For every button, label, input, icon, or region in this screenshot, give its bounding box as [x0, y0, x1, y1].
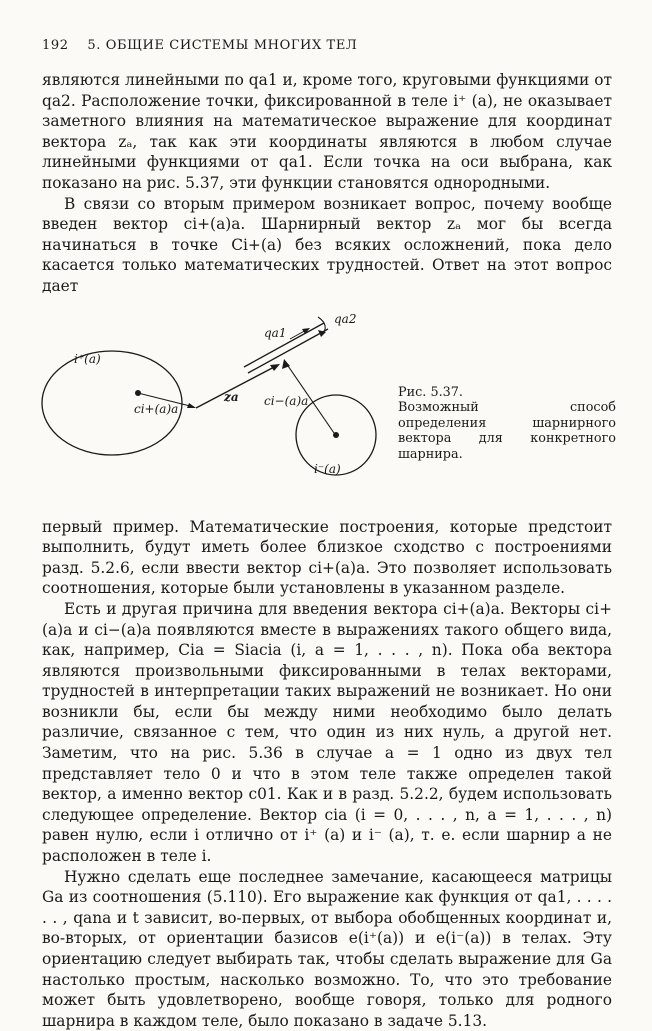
- joint-vector-diagram: [38, 313, 398, 509]
- chapter-title: 5. ОБЩИЕ СИСТЕМЫ МНОГИХ ТЕЛ: [87, 38, 358, 53]
- book-page: [42, 38, 616, 1031]
- paragraph-1: являются линейными по qa1 и, кроме того, круговыми функциями от qa2. Расположение точки, фиксированной в теле i⁺ (a), не оказывает заметного влияния на математическое выражение для координат вектора zₐ, так как эти координаты являются в любом случае линейными функциями от qa1. Если точка на оси выбрана, как показано на рис. 5.37, эти функции становятся однородными.: [42, 71, 612, 192]
- label-q-a1: qa1: [264, 325, 287, 340]
- label-body-plus: i⁺(a): [74, 351, 101, 366]
- label-vector-c-minus: ci−(a)a: [264, 393, 309, 408]
- figure-caption: [398, 385, 616, 463]
- running-header: [42, 38, 612, 58]
- vector-z-arrowhead: [270, 364, 280, 371]
- label-q-a2: qa2: [334, 312, 357, 326]
- paragraph-4: Есть и другая причина для введения вектора ci+(a)a. Векторы ci+(a)a и ci−(a)a появляются вместе в выражениях такого общего вида, как, например, Cia = Siacia (i, a = 1, . . . , n). Пока оба вектора являются произвольными фиксированными в телах векторами, трудностей в интерпретации таких выражений не возникает. Но они возникли бы, если бы между ними необходимо было делать различие, связанное с тем, что один из них нуль, а другой нет. Заметим, что на рис. 5.36 в случае a = 1 одно из двух тел представляет тело 0 и что в этом теле также определен такой вектор, а именно вектор c01. Как и в разд. 5.2.2, будем использовать следующее определение. Вектор cia (i = 0, . . . , n, a = 1, . . . , n) равен нулю, если i отлично от i⁺ (a) и i⁻ (a), т. е. если шарнир a не расположен в теле i.: [42, 599, 612, 866]
- figure-5-37: [42, 312, 616, 509]
- paragraph-5: Нужно сделать еще последнее замечание, касающееся матрицы Ga из соотношения (5.110). Его выражение как функция от qa1, . . . . . . , qana и t зависит, во-первых, от выбора обобщенных координат и, во-вторых, от ориентации базисов e(i⁺(a)) и e(i⁻(a)) в телах. Эту ориентацию следует выбирать так, чтобы сделать выражение для Ga настолько простым, насколько возможно. То, что это требование может быть удовлетворено, вообще говоря, только для родного шарнира в каждом теле, было показано в задаче 5.13.: [42, 867, 612, 1030]
- paragraph-3: первый пример. Математические построения, которые предстоит выполнить, будут иметь более близкое сходство с построениями разд. 5.2.6, если ввести вектор ci+(a)a. Это позволяет использовать соотношения, которые были установлены в указанном разделе.: [42, 517, 612, 598]
- caption-number: Рис. 5.37.: [398, 384, 464, 400]
- label-vector-c-plus: ci+(a)a: [134, 401, 179, 416]
- paragraph-2: В связи со вторым примером возникает вопрос, почему вообще введен вектор ci+(a)a. Шарнирный вектор zₐ мог бы всегда начинаться в точке Ci+(a) без всяких осложнений, пока дело касается только математических трудностей. Ответ на этот вопрос дает: [42, 194, 612, 295]
- label-body-minus: i⁻(a): [314, 461, 341, 476]
- label-vector-z: za: [224, 389, 239, 404]
- page-number: 192: [42, 38, 69, 53]
- vector-c-plus-arrowhead: [187, 403, 196, 408]
- caption-text: Возможный способ определения шарнирного вектора для конкретного шарнира.: [398, 400, 616, 462]
